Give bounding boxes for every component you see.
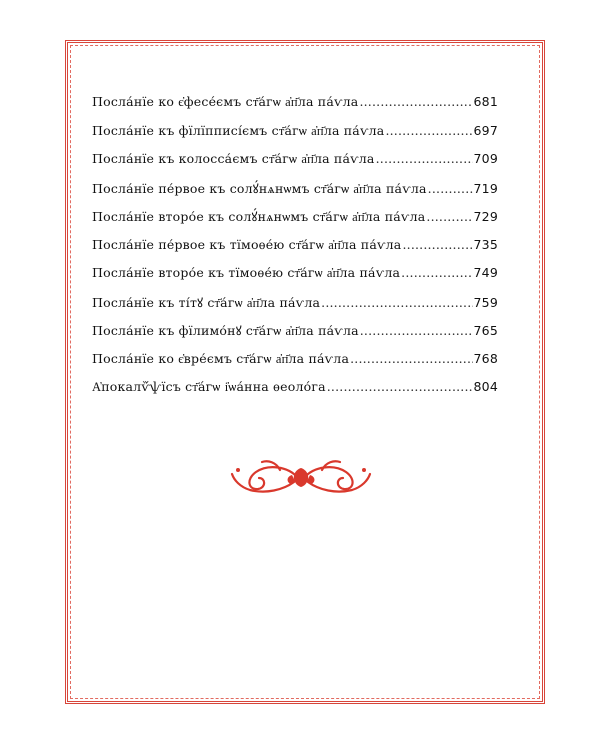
toc-entry-title: А҆покалѷ́ѱїсъ ст҃а́гѡ і҆ѡа́нна ѳеоло́га: [92, 379, 326, 394]
toc-entry-title: Посла́нїе второ́е къ солꙋ́нѧнѡмъ ст҃а́гѡ а҆п҃ла па́ѵла: [92, 209, 426, 224]
toc-entry-title: Посла́нїе къ ті́тꙋ ст҃а́гѡ а҆п҃ла па́ѵла: [92, 294, 321, 310]
toc-entry-page: 759: [473, 294, 498, 310]
toc-dot-leader: [428, 181, 473, 196]
toc-dot-leader: [360, 323, 473, 338]
toc-entry-page: 804: [473, 379, 498, 394]
toc-dot-leader: [359, 94, 472, 109]
toc-dot-leader: [426, 209, 472, 224]
toc-entry[interactable]: [92, 237, 498, 266]
toc-entry[interactable]: [92, 351, 498, 380]
bleed-through-text: [108, 420, 498, 460]
toc-entry[interactable]: [92, 294, 498, 323]
toc-entry-title: Посла́нїе къ фїлїпписі́ємъ ст҃а́гѡ а҆п҃ла па́ѵла: [92, 122, 385, 138]
toc-entry[interactable]: [92, 94, 498, 123]
toc-dot-leader: [376, 151, 473, 166]
toc-entry-title: Посла́нїе къ фїлимо́нꙋ ст҃а́гѡ а҆п҃ла па́ѵла: [92, 323, 359, 338]
toc-entry-page: 735: [473, 236, 498, 252]
toc-entry[interactable]: [92, 322, 498, 351]
toc-dot-leader: [327, 379, 473, 394]
toc-entry-title: Посла́нїе пе́рвое къ тїмоѳе́ю ст҃а́гѡ а҆п҃ла па́ѵла: [92, 236, 402, 252]
toc-entry[interactable]: [92, 123, 498, 152]
toc-entry-page: 709: [473, 151, 498, 166]
floral-vignette-icon: [228, 456, 374, 498]
toc-entry-title: Посла́нїе ко є҆фесе́ємъ ст҃а́гѡ а҆п҃ла па́ѵла: [92, 94, 359, 109]
toc-entry[interactable]: [92, 180, 498, 209]
toc-entry-page: 697: [473, 122, 498, 138]
toc-entry-title: Посла́нїе пе́рвое къ солꙋ́нѧнѡмъ ст҃а́гѡ а҆п҃ла па́ѵла: [92, 180, 427, 196]
toc-entry-page: 768: [473, 350, 498, 366]
toc-entry[interactable]: [92, 265, 498, 294]
toc-entry-page: 749: [473, 265, 498, 280]
toc-entry[interactable]: [92, 208, 498, 237]
toc-entry-page: 719: [473, 180, 498, 196]
toc-dot-leader: [385, 123, 472, 138]
toc-entry[interactable]: [92, 151, 498, 180]
toc-entry-title: Посла́нїе второ́е къ тїмоѳе́ю ст҃а́гѡ а҆п҃ла па́ѵла: [92, 265, 401, 280]
toc-dot-leader: [401, 265, 472, 280]
toc-entry-page: 729: [473, 209, 498, 224]
toc-dot-leader: [350, 351, 472, 366]
toc-dot-leader: [321, 295, 472, 310]
toc-entry-title: Посла́нїе къ колосса́ємъ ст҃а́гѡ а҆п҃ла па́ѵла: [92, 151, 375, 166]
toc-entry[interactable]: [92, 379, 498, 408]
toc-entry-title: Посла́нїе ко є҆вре́ємъ ст҃а́гѡ а҆п҃ла па́ѵла: [92, 350, 350, 366]
toc-dot-leader: [402, 237, 472, 252]
toc-entry-page: 681: [473, 94, 498, 109]
table-of-contents: [92, 94, 498, 408]
toc-entry-page: 765: [473, 323, 498, 338]
